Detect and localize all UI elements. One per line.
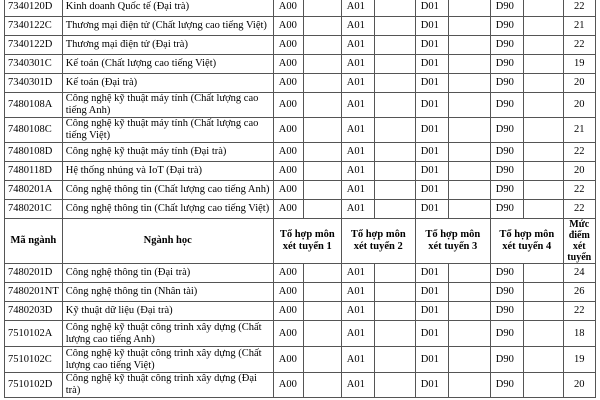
group-3-cell: D01 [415,17,448,36]
table-row [5,17,596,36]
header-major-name: Ngành học [62,219,273,264]
major-name-cell: Công nghệ kỹ thuật máy tính (Chất lượng cao tiếng Anh) [62,93,273,118]
empty-cell [374,118,415,143]
score-cell: 22 [563,0,595,17]
empty-cell [303,118,341,143]
empty-cell [374,74,415,93]
group-2-cell: A01 [341,302,374,321]
empty-cell [448,162,490,181]
table-row [5,321,596,347]
table-row [5,283,596,302]
major-code-cell: 7340122C [5,17,63,36]
group-2-cell: A01 [341,181,374,200]
empty-cell [523,74,563,93]
table-row [5,373,596,398]
table-header [5,219,596,264]
group-2-cell: A01 [341,36,374,55]
group-3-cell: D01 [415,74,448,93]
empty-cell [523,302,563,321]
empty-cell [523,55,563,74]
empty-cell [303,74,341,93]
group-4-cell: D90 [490,36,523,55]
empty-cell [448,74,490,93]
table-row [5,0,596,17]
empty-cell [303,264,341,283]
empty-cell [374,347,415,373]
table-row [5,162,596,181]
group-3-cell: D01 [415,162,448,181]
empty-cell [523,373,563,398]
empty-cell [448,264,490,283]
empty-cell [523,162,563,181]
group-3-cell: D01 [415,302,448,321]
table-row [5,181,596,200]
major-code-cell: 7340120D [5,0,63,17]
score-cell: 22 [563,36,595,55]
group-1-cell: A00 [273,283,303,302]
empty-cell [523,200,563,219]
major-code-cell: 7510102C [5,347,63,373]
major-code-cell: 7480201D [5,264,63,283]
table-row [5,118,596,143]
empty-cell [303,36,341,55]
score-cell: 20 [563,373,595,398]
score-cell: 22 [563,143,595,162]
table-body-bottom [5,264,596,398]
group-4-cell: D90 [490,55,523,74]
group-3-cell: D01 [415,36,448,55]
group-2-cell: A01 [341,118,374,143]
group-3-cell: D01 [415,283,448,302]
admission-score-table [4,0,596,398]
empty-cell [448,283,490,302]
header-major-code: Mã ngành [5,219,63,264]
header-group-4: Tổ hợp môn xét tuyển 4 [490,219,563,264]
major-name-cell: Công nghệ thông tin (Đại trà) [62,264,273,283]
major-code-cell: 7480203D [5,302,63,321]
empty-cell [303,162,341,181]
empty-cell [374,162,415,181]
table-row [5,93,596,118]
group-4-cell: D90 [490,321,523,347]
group-4-cell: D90 [490,143,523,162]
score-cell: 22 [563,200,595,219]
major-name-cell: Kế toán (Đại trà) [62,74,273,93]
group-3-cell: D01 [415,55,448,74]
empty-cell [374,143,415,162]
empty-cell [303,302,341,321]
major-code-cell: 7480108D [5,143,63,162]
empty-cell [448,181,490,200]
major-name-cell: Thương mại điện tử (Đại trà) [62,36,273,55]
group-3-cell: D01 [415,118,448,143]
header-group-3: Tổ hợp môn xét tuyển 3 [415,219,490,264]
empty-cell [448,17,490,36]
group-1-cell: A00 [273,0,303,17]
group-4-cell: D90 [490,17,523,36]
group-4-cell: D90 [490,0,523,17]
score-cell: 20 [563,74,595,93]
group-3-cell: D01 [415,143,448,162]
group-2-cell: A01 [341,55,374,74]
group-3-cell: D01 [415,347,448,373]
group-2-cell: A01 [341,74,374,93]
score-cell: 19 [563,55,595,74]
empty-cell [448,347,490,373]
table-row [5,264,596,283]
group-1-cell: A00 [273,143,303,162]
group-1-cell: A00 [273,118,303,143]
group-4-cell: D90 [490,162,523,181]
empty-cell [523,321,563,347]
major-name-cell: Công nghệ kỹ thuật công trình xây dựng (Đại trà) [62,373,273,398]
group-3-cell: D01 [415,321,448,347]
table-row [5,55,596,74]
empty-cell [448,302,490,321]
score-cell: 18 [563,321,595,347]
header-score: Mức điểm xét tuyển [563,219,595,264]
empty-cell [448,55,490,74]
empty-cell [448,200,490,219]
empty-cell [374,200,415,219]
group-4-cell: D90 [490,200,523,219]
group-2-cell: A01 [341,321,374,347]
group-2-cell: A01 [341,373,374,398]
group-1-cell: A00 [273,302,303,321]
table-row [5,36,596,55]
group-1-cell: A00 [273,264,303,283]
group-1-cell: A00 [273,347,303,373]
group-2-cell: A01 [341,283,374,302]
empty-cell [303,347,341,373]
table-body-top [5,0,596,219]
major-code-cell: 7510102A [5,321,63,347]
major-name-cell: Công nghệ kỹ thuật công trình xây dựng (Chất lượng cao tiếng Anh) [62,321,273,347]
major-code-cell: 7510102D [5,373,63,398]
group-1-cell: A00 [273,17,303,36]
score-cell: 24 [563,264,595,283]
major-code-cell: 7480201C [5,200,63,219]
score-cell: 21 [563,118,595,143]
major-code-cell: 7480108A [5,93,63,118]
empty-cell [523,264,563,283]
empty-cell [448,93,490,118]
empty-cell [523,347,563,373]
group-4-cell: D90 [490,118,523,143]
empty-cell [523,143,563,162]
score-cell: 22 [563,181,595,200]
major-name-cell: Kỹ thuật dữ liệu (Đại trà) [62,302,273,321]
empty-cell [448,321,490,347]
empty-cell [523,17,563,36]
group-3-cell: D01 [415,181,448,200]
empty-cell [523,283,563,302]
major-name-cell: Công nghệ kỹ thuật máy tính (Đại trà) [62,143,273,162]
group-4-cell: D90 [490,74,523,93]
group-4-cell: D90 [490,283,523,302]
empty-cell [303,181,341,200]
header-group-1: Tổ hợp môn xét tuyển 1 [273,219,341,264]
group-3-cell: D01 [415,373,448,398]
group-1-cell: A00 [273,373,303,398]
table-row [5,143,596,162]
major-code-cell: 7480201A [5,181,63,200]
major-code-cell: 7340301D [5,74,63,93]
group-4-cell: D90 [490,264,523,283]
major-name-cell: Kinh doanh Quốc tế (Đại trà) [62,0,273,17]
major-name-cell: Công nghệ kỹ thuật công trình xây dựng (Chất lượng cao tiếng Việt) [62,347,273,373]
group-3-cell: D01 [415,0,448,17]
empty-cell [523,118,563,143]
group-4-cell: D90 [490,181,523,200]
empty-cell [303,373,341,398]
empty-cell [523,0,563,17]
group-1-cell: A00 [273,36,303,55]
empty-cell [374,93,415,118]
major-code-cell: 7480118D [5,162,63,181]
table-row [5,347,596,373]
empty-cell [374,302,415,321]
table-row [5,200,596,219]
empty-cell [448,373,490,398]
major-code-cell: 7480108C [5,118,63,143]
empty-cell [374,373,415,398]
empty-cell [303,55,341,74]
major-name-cell: Công nghệ thông tin (Nhân tài) [62,283,273,302]
major-name-cell: Thương mại điện tử (Chất lượng cao tiếng Việt) [62,17,273,36]
empty-cell [303,321,341,347]
group-4-cell: D90 [490,373,523,398]
group-2-cell: A01 [341,200,374,219]
score-cell: 26 [563,283,595,302]
empty-cell [374,181,415,200]
group-3-cell: D01 [415,200,448,219]
group-3-cell: D01 [415,264,448,283]
score-cell: 21 [563,17,595,36]
group-1-cell: A00 [273,321,303,347]
score-cell: 20 [563,93,595,118]
empty-cell [303,143,341,162]
table-row [5,74,596,93]
group-4-cell: D90 [490,93,523,118]
group-1-cell: A00 [273,200,303,219]
major-code-cell: 7340301C [5,55,63,74]
major-name-cell: Kế toán (Chất lượng cao tiếng Việt) [62,55,273,74]
group-4-cell: D90 [490,347,523,373]
group-1-cell: A00 [273,74,303,93]
major-name-cell: Hệ thống nhúng và IoT (Đại trà) [62,162,273,181]
empty-cell [374,0,415,17]
empty-cell [523,93,563,118]
major-name-cell: Công nghệ kỹ thuật máy tính (Chất lượng cao tiếng Việt) [62,118,273,143]
group-3-cell: D01 [415,93,448,118]
group-2-cell: A01 [341,0,374,17]
empty-cell [374,264,415,283]
group-1-cell: A00 [273,162,303,181]
score-cell: 20 [563,162,595,181]
empty-cell [374,36,415,55]
empty-cell [303,0,341,17]
header-group-2: Tổ hợp môn xét tuyển 2 [341,219,415,264]
empty-cell [303,283,341,302]
empty-cell [523,181,563,200]
score-cell: 22 [563,302,595,321]
group-1-cell: A00 [273,93,303,118]
group-4-cell: D90 [490,302,523,321]
major-code-cell: 7480201NT [5,283,63,302]
empty-cell [448,36,490,55]
empty-cell [303,17,341,36]
major-name-cell: Công nghệ thông tin (Chất lượng cao tiếng Việt) [62,200,273,219]
empty-cell [448,143,490,162]
table-row [5,302,596,321]
empty-cell [374,55,415,74]
empty-cell [523,36,563,55]
group-2-cell: A01 [341,347,374,373]
group-2-cell: A01 [341,17,374,36]
empty-cell [448,118,490,143]
empty-cell [303,200,341,219]
major-code-cell: 7340122D [5,36,63,55]
empty-cell [374,283,415,302]
score-cell: 19 [563,347,595,373]
empty-cell [448,0,490,17]
header-row [5,219,596,264]
empty-cell [374,321,415,347]
group-2-cell: A01 [341,143,374,162]
empty-cell [374,17,415,36]
major-name-cell: Công nghệ thông tin (Chất lượng cao tiếng Anh) [62,181,273,200]
empty-cell [303,93,341,118]
group-2-cell: A01 [341,93,374,118]
group-2-cell: A01 [341,162,374,181]
group-2-cell: A01 [341,264,374,283]
group-1-cell: A00 [273,55,303,74]
group-1-cell: A00 [273,181,303,200]
